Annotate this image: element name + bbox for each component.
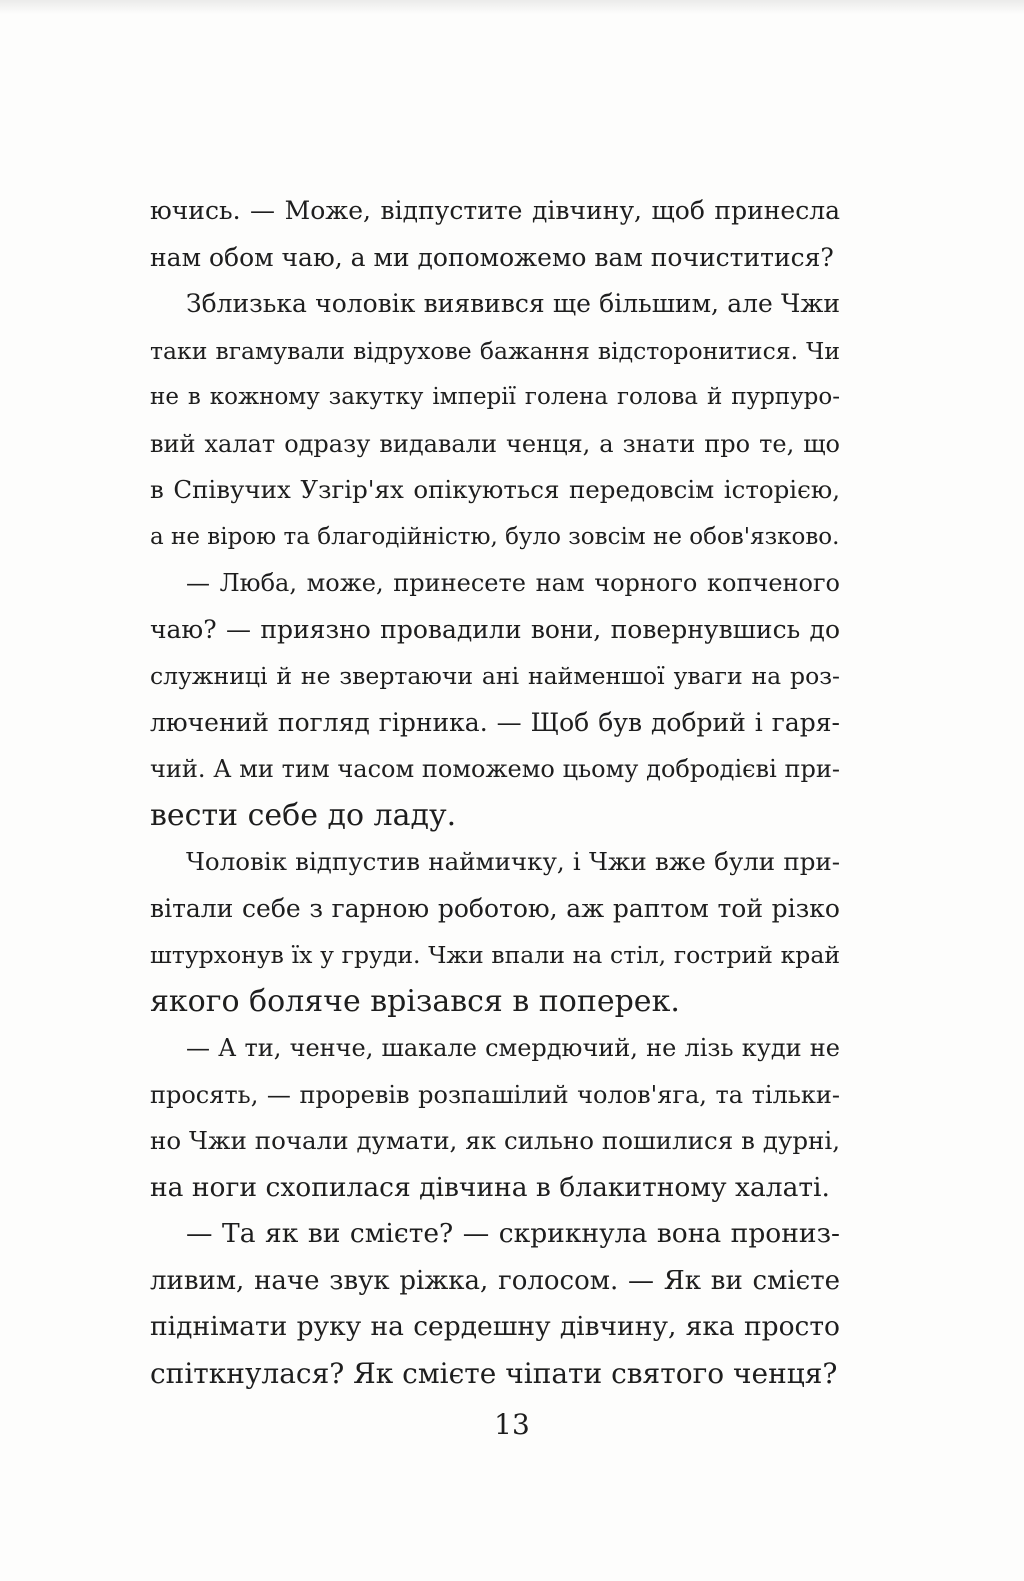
text-line: спіткнулася? Як смієте чіпати святого ченця? (150, 1356, 838, 1390)
text-line: но Чжи почали думати, як сильно пошилися в дурні, (150, 1126, 840, 1155)
text-line: а не вірою та благодійністю, було зовсім не обов'язково. (150, 523, 840, 550)
page-number: 13 (494, 1408, 530, 1441)
text-line: Чоловік відпустив наймичку, і Чжи вже були при- (186, 847, 840, 876)
text-line: не в кожному закутку імперії голена голова й пурпуро- (150, 384, 840, 410)
text-line: на ноги схопилася дівчина в блакитному халаті. (150, 1171, 830, 1203)
text-line: вести себе до ладу. (150, 797, 457, 833)
body-text (150, 188, 840, 1397)
text-line: — А ти, ченче, шакале смердючий, не лізь куди не (186, 1034, 840, 1062)
text-line: таки вгамували відрухове бажання відсторонитися. Чи (150, 336, 840, 365)
text-line: вий халат одразу видавали ченця, а знати про те, що (150, 429, 840, 458)
scan-edge-shadow (0, 0, 1024, 14)
text-line: служниці й не звертаючи ані найменшої уваги на роз- (150, 662, 840, 690)
text-line: чий. А ми тим часом поможемо цьому добродієві при- (150, 755, 840, 783)
text-line: ючись. — Може, відпустите дівчину, щоб принесла (150, 196, 840, 225)
text-line: чаю? — приязно провадили вони, повернувшись до (150, 614, 840, 644)
text-line: — Люба, може, принесете нам чорного копченого (186, 569, 840, 597)
text-line: якого боляче врізався в поперек. (150, 983, 680, 1019)
text-line: вітали себе з гарною роботою, аж раптом той різко (150, 893, 840, 923)
text-line: піднімати руку на сердешну дівчину, яка просто (150, 1311, 840, 1342)
text-line: штурхонув їх у груди. Чжи впали на стіл, гострий край (150, 941, 840, 969)
text-line: Зблизька чоловік виявився ще більшим, але Чжи (186, 289, 840, 318)
text-line: ливим, наче звук ріжка, голосом. — Як ви смієте (150, 1265, 840, 1296)
text-line: просять, — проревів розпашілий чолов'яга, та тільки- (150, 1080, 840, 1109)
text-line: — Та як ви смієте? — скрикнула вона прониз- (186, 1218, 840, 1249)
text-line: лючений погляд гірника. — Щоб був добрий і гаря- (150, 707, 840, 737)
text-line: нам обом чаю, а ми допоможемо вам почиститися? (150, 242, 834, 272)
text-line: в Співучих Узгір'ях опікуються передовсім історією, (150, 475, 840, 504)
